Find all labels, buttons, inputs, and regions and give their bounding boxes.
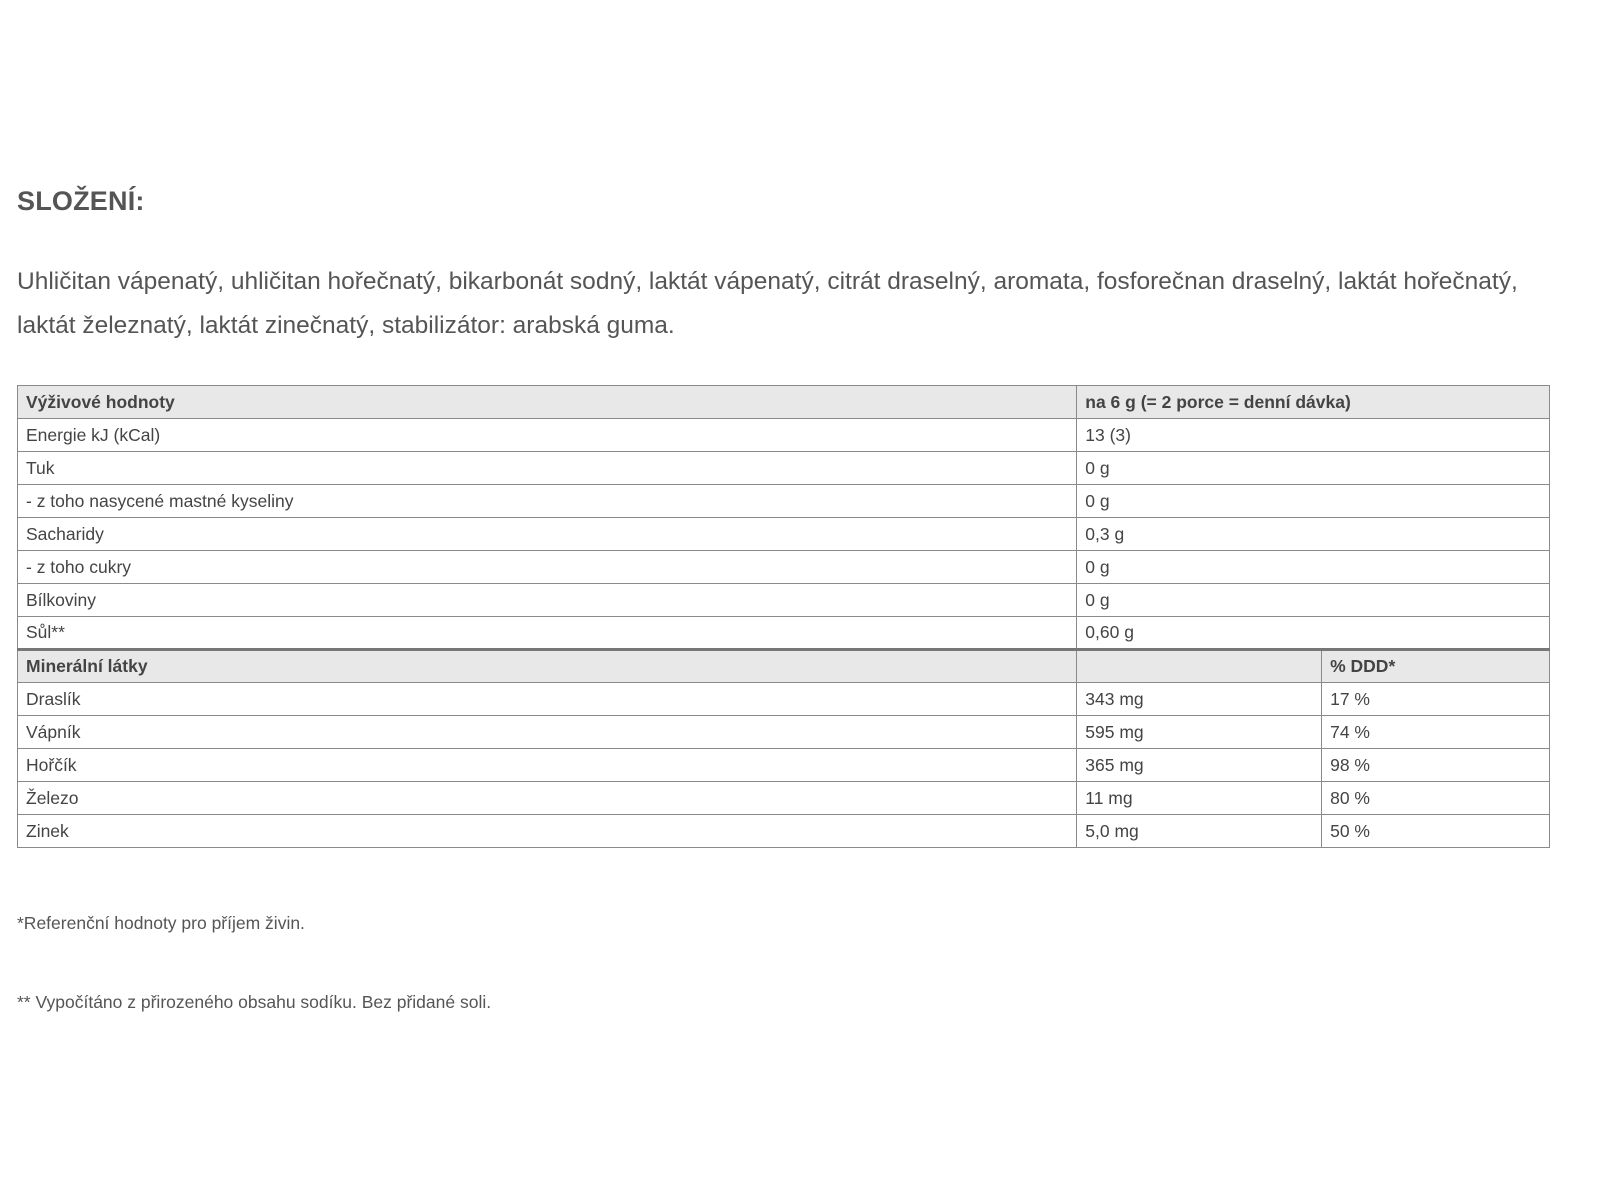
mineral-label: Zinek <box>18 815 1077 848</box>
mineral-ddd: 98 % <box>1322 749 1550 782</box>
mineral-value: 365 mg <box>1077 749 1322 782</box>
ingredients-text: Uhličitan vápenatý, uhličitan hořečnatý, bikarbonát sodný, laktát vápenatý, citrát draselný, aromata, fosforečnan draselný, laktát hořečnatý, laktát železnatý, laktát zinečnatý, stabilizátor: arabská guma. <box>17 268 1518 339</box>
mineral-value: 5,0 mg <box>1077 815 1322 848</box>
mineral-ddd: 74 % <box>1322 716 1550 749</box>
nutrition-header-row <box>18 386 1550 419</box>
table-row <box>18 518 1550 551</box>
table-row <box>18 815 1550 848</box>
table-row <box>18 551 1550 584</box>
table-row <box>18 452 1550 485</box>
mineral-value: 343 mg <box>1077 683 1322 716</box>
nutrient-value: 0,3 g <box>1077 518 1550 551</box>
mineral-label: Draslík <box>18 683 1077 716</box>
mineral-label: Železo <box>18 782 1077 815</box>
minerals-header-label: Minerální látky <box>18 650 1077 683</box>
table-row <box>18 419 1550 452</box>
mineral-ddd: 17 % <box>1322 683 1550 716</box>
nutrient-label: Bílkoviny <box>18 584 1077 617</box>
reference-footnote: *Referenční hodnoty pro příjem živin. <box>17 913 305 933</box>
mineral-label: Vápník <box>18 716 1077 749</box>
nutrient-value: 0,60 g <box>1077 617 1550 650</box>
nutrient-value: 0 g <box>1077 452 1550 485</box>
minerals-header-row <box>18 650 1550 683</box>
nutrition-header-label: Výživové hodnoty <box>18 386 1077 419</box>
table-row <box>18 782 1550 815</box>
sodium-footnote: ** Vypočítáno z přirozeného obsahu sodíku. Bez přidané soli. <box>17 992 492 1012</box>
table-row <box>18 749 1550 782</box>
nutrient-value: 0 g <box>1077 485 1550 518</box>
mineral-ddd: 80 % <box>1322 782 1550 815</box>
nutrient-label: Energie kJ (kCal) <box>18 419 1077 452</box>
nutrition-table <box>17 385 1550 848</box>
nutrition-header-value: na 6 g (= 2 porce = denní dávka) <box>1077 386 1550 419</box>
mineral-value: 11 mg <box>1077 782 1322 815</box>
nutrient-label: Tuk <box>18 452 1077 485</box>
mineral-value: 595 mg <box>1077 716 1322 749</box>
table-row <box>18 716 1550 749</box>
nutrient-value: 13 (3) <box>1077 419 1550 452</box>
table-row <box>18 485 1550 518</box>
nutrient-label: - z toho cukry <box>18 551 1077 584</box>
nutrient-label: - z toho nasycené mastné kyseliny <box>18 485 1077 518</box>
nutrient-value: 0 g <box>1077 584 1550 617</box>
minerals-header-ddd: % DDD* <box>1322 650 1550 683</box>
composition-heading: SLOŽENÍ: <box>17 186 145 216</box>
nutrient-value: 0 g <box>1077 551 1550 584</box>
minerals-header-value <box>1077 650 1322 683</box>
mineral-label: Hořčík <box>18 749 1077 782</box>
mineral-ddd: 50 % <box>1322 815 1550 848</box>
nutrient-label: Sůl** <box>18 617 1077 650</box>
table-row <box>18 617 1550 650</box>
nutrient-label: Sacharidy <box>18 518 1077 551</box>
table-row <box>18 584 1550 617</box>
table-row <box>18 683 1550 716</box>
